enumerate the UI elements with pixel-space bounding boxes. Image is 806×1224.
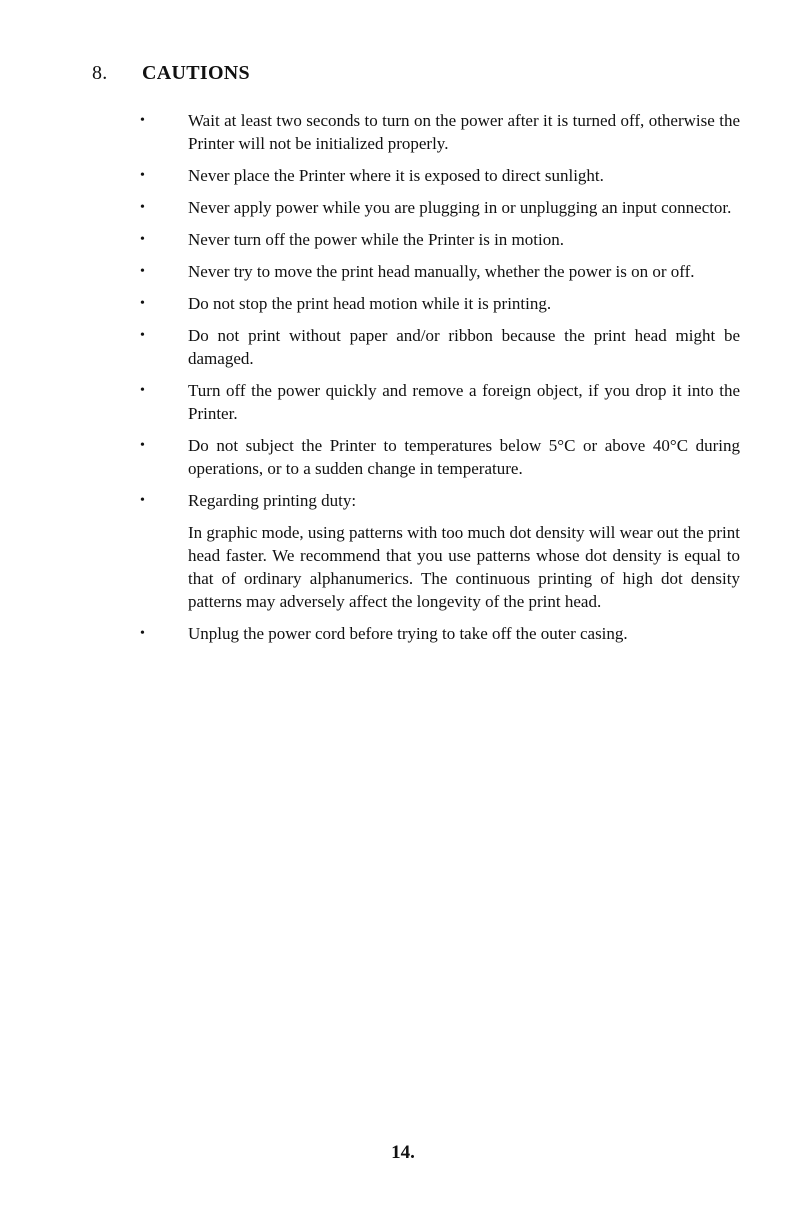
bullet-icon: • <box>140 113 145 128</box>
caution-text: Never apply power while you are plugging in or unplugging an input connector. <box>188 198 732 217</box>
caution-text: Do not stop the print head motion while it is printing. <box>188 294 552 313</box>
caution-item <box>140 164 740 187</box>
section-number: 8. <box>92 62 108 84</box>
caution-text: Regarding printing duty: <box>188 491 357 510</box>
page-number: 14. <box>391 1142 415 1163</box>
bullet-icon: • <box>140 493 145 508</box>
caution-text: Never try to move the print head manually, whether the power is on or off. <box>188 262 695 281</box>
bullet-icon: • <box>140 438 145 453</box>
cautions-list <box>140 109 740 654</box>
caution-detail: In graphic mode, using patterns with too much dot density will wear out the print head faster. We recommend that you use patterns whose dot density is equal to that of ordinary alphanumerics. The continuous printing of high dot density patterns may adversely affect the longevity of the print head. <box>188 523 740 611</box>
caution-text: Never turn off the power while the Printer is in motion. <box>188 230 564 249</box>
section-title: CAUTIONS <box>142 62 250 84</box>
caution-text: Do not subject the Printer to temperatures below 5°C or above 40°C during operations, or to a sudden change in temperature. <box>188 436 740 478</box>
caution-text: Unplug the power cord before trying to take off the outer casing. <box>188 624 628 643</box>
caution-item <box>140 260 740 283</box>
caution-text: Wait at least two seconds to turn on the power after it is turned off, otherwise the Printer will not be initialized properly. <box>188 111 740 153</box>
caution-text: Turn off the power quickly and remove a foreign object, if you drop it into the Printer. <box>188 381 740 423</box>
caution-item <box>140 292 740 315</box>
bullet-icon: • <box>140 626 145 641</box>
caution-text: Never place the Printer where it is exposed to direct sunlight. <box>188 166 604 185</box>
section-heading <box>92 62 250 85</box>
bullet-icon: • <box>140 168 145 183</box>
caution-item <box>140 324 740 370</box>
caution-item <box>140 196 740 219</box>
caution-item <box>140 228 740 251</box>
caution-item <box>140 489 740 613</box>
caution-item <box>140 622 740 645</box>
caution-item <box>140 109 740 155</box>
bullet-icon: • <box>140 328 145 343</box>
bullet-icon: • <box>140 200 145 215</box>
caution-text: Do not print without paper and/or ribbon because the print head might be damaged. <box>188 326 740 368</box>
bullet-icon: • <box>140 296 145 311</box>
bullet-icon: • <box>140 383 145 398</box>
bullet-icon: • <box>140 232 145 247</box>
bullet-icon: • <box>140 264 145 279</box>
caution-item <box>140 379 740 425</box>
caution-item <box>140 434 740 480</box>
